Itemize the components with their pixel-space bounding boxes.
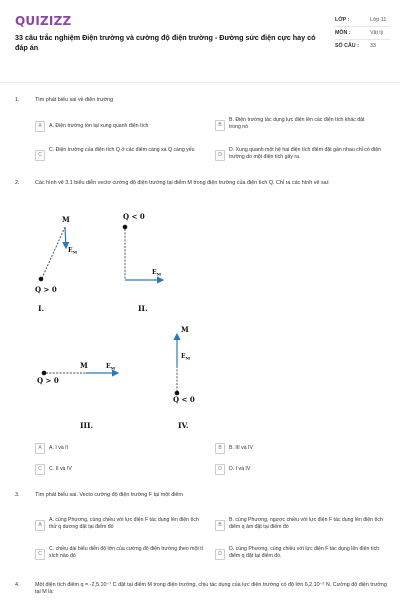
field-vector-label: $E_M$ <box>181 353 191 361</box>
option-letter-box: D <box>215 549 225 560</box>
option-text: B. cùng Phương, ngược chiều với lực điện F tác dụng lên điện tích điểm q âm đặt tại điểm đó <box>229 517 383 530</box>
question-4 <box>15 582 390 600</box>
option-letter-box: B <box>215 120 225 131</box>
document-header <box>0 0 400 80</box>
meta-subject-row <box>335 30 390 37</box>
point-m-label: M <box>62 215 70 224</box>
option-text: B. III và IV <box>229 445 253 451</box>
question-number: 2. <box>15 180 20 186</box>
question-text: Một điện tích điểm q = -2,5.10⁻⁷ C đặt tại điểm M trong điện trường, chịu tác dụng của lực điện trường có độ lớn 6,2.10⁻² N. Cường độ điện trường tại M là: <box>35 582 387 595</box>
option-letter-box: B <box>215 520 225 531</box>
option-letter-box: A <box>35 121 45 132</box>
charge-label: Q > 0 <box>37 376 59 385</box>
meta-class-row <box>335 17 390 24</box>
header-divider <box>0 82 400 83</box>
meta-count-row <box>335 43 390 50</box>
option-text: D. cùng Phương, cùng chiều với lực điện F tác dụng lên điện tích điểm q đặt tại điểm đó. <box>229 546 380 559</box>
charge-label: Q < 0 <box>173 395 195 404</box>
charge-dot <box>39 277 44 282</box>
question-number: 4. <box>15 582 20 588</box>
question-text: Tìm phát biểu sai. Vecto cường độ điện trường F tại một điểm <box>35 492 183 498</box>
question-number: 1. <box>15 97 20 103</box>
meta-panel <box>335 17 390 50</box>
question-text: Các hình vẽ 3.1 biểu diễn vectơ cường độ điện trường tại điểm M trong điện trường của điện tích Q. Chỉ ra các hình vẽ sai: <box>35 180 330 186</box>
meta-value: Lớp 11 <box>370 17 387 23</box>
option-text: A. cùng Phương, cùng chiều với lực điện F tác dụng lên điện tích thử q dương đặt tại điểm đó <box>49 517 199 530</box>
option-text: C. chiều dài biểu diễn độ lớn của cường độ điện trường theo một tỉ xích nào đó <box>49 546 203 559</box>
question-text: Tìm phát biểu sai về điện trường <box>35 97 114 103</box>
question-number: 3. <box>15 492 20 498</box>
charge-label: Q > 0 <box>35 285 57 294</box>
meta-value: 33 <box>370 43 376 49</box>
field-vector-arrow <box>65 227 66 248</box>
meta-key: LỚP : <box>335 17 350 23</box>
charge-label: Q < 0 <box>123 212 145 221</box>
question-3 <box>15 492 390 502</box>
option-letter-box: D <box>215 464 225 475</box>
field-vector-label: $E_M$ <box>152 269 162 277</box>
meta-key: SỐ CÂU : <box>335 43 359 49</box>
option-text: C. Điện trường của điện tích Q ở các điểm càng xa Q càng yếu <box>49 147 195 153</box>
field-vector-label: $E_M$ <box>106 363 116 371</box>
meta-key: MÔN : <box>335 30 351 36</box>
figure-iii <box>36 350 136 435</box>
field-vector-label: $E_M$ <box>68 247 78 255</box>
option-letter-box: C <box>35 464 45 475</box>
point-m-label: M <box>80 361 88 370</box>
option-letter-box: A <box>35 520 45 531</box>
option-letter-box: A <box>35 443 45 454</box>
figure-i <box>30 210 100 315</box>
figure-number: II. <box>138 304 148 313</box>
figure-number: I. <box>38 304 45 313</box>
document-title: 33 câu trắc nghiệm Điện trường và cường độ điện trường - Đường sức điện cực hay có đáp án <box>15 33 316 52</box>
option-text: D. Xung quanh một hệ hai điện tích điểm đặt gần nhau chỉ có điện trường do một điện tích gây ra. <box>229 147 381 160</box>
option-text: A. I và II <box>49 445 69 451</box>
meta-value: Vật lý <box>370 30 384 36</box>
point-m-label: M <box>181 325 189 334</box>
figure-ii <box>118 210 188 315</box>
option-letter-box: C <box>35 150 45 161</box>
option-letter-box: C <box>35 549 45 560</box>
option-letter-box: D <box>215 150 225 161</box>
quizizz-logo[interactable]: QUIZIZZ <box>15 14 72 28</box>
figure-number: III. <box>80 421 94 430</box>
option-text: A. Điện trường tồn tại xung quanh điện tích <box>49 123 149 129</box>
charge-dot <box>42 371 47 376</box>
option-text: B. Điện trường tác dụng lực điện lên các điện tích khác đặt trong nó <box>229 117 365 130</box>
charge-dot <box>123 225 128 230</box>
figure-number: IV. <box>178 421 189 430</box>
option-letter-box: B <box>215 443 225 454</box>
question-2 <box>15 180 390 200</box>
option-text: C. II và IV <box>49 466 72 472</box>
option-text: D. I và IV <box>229 466 251 472</box>
figure-iv <box>163 322 213 435</box>
